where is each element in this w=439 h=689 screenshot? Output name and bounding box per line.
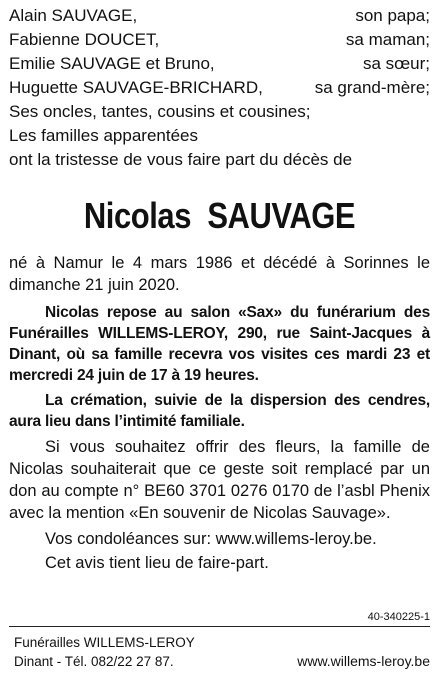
families-line: Les familles apparentées — [9, 126, 199, 145]
reference-number: 40-340225-1 — [367, 611, 430, 623]
deceased-name: Nicolas SAUVAGE — [83, 195, 356, 236]
family-member-relation: son papa; — [355, 6, 430, 25]
family-member-relation: sa maman; — [345, 30, 430, 49]
flowers-paragraph: Si vous souhaitez offrir des fleurs, la famille de Nicolas souhaiterait que ce geste soit remplacé par un don au compte n° BE60 3701 0276 0170 de l’asbl Phenix avec la mention «En souvenir de Nicolas Sauvage». — [9, 438, 430, 522]
condolences-paragraph: Vos condoléances sur: www.willems-leroy.be. — [45, 530, 377, 548]
footer — [14, 633, 430, 671]
birth-death-statement: né à Namur le 4 mars 1986 et décédé à Sorinnes le dimanche 21 juin 2020. — [9, 254, 430, 294]
family-row — [9, 4, 430, 28]
footer-address: Dinant - Tél. 082/22 27 87. — [14, 654, 174, 669]
family-member-relation: sa sœur; — [362, 54, 430, 73]
sorrow-line: ont la tristesse de vous faire part du décès de — [9, 150, 353, 169]
family-row — [9, 28, 430, 52]
family-member-name: Alain SAUVAGE, — [9, 6, 138, 25]
family-member-relation: sa grand-mère; — [314, 78, 430, 97]
family-member-name: Huguette SAUVAGE-BRICHARD, — [9, 78, 263, 97]
family-member-name: Fabienne DOUCET, — [9, 30, 160, 49]
footer-company: Funérailles WILLEMS-LEROY — [14, 635, 195, 650]
family-row — [9, 76, 430, 100]
family-list — [9, 4, 430, 100]
footer-divider — [9, 626, 430, 627]
family-member-name: Emilie SAUVAGE et Bruno, — [9, 54, 215, 73]
cremation-paragraph: La crémation, suivie de la dispersion des cendres, aura lieu dans l’intimité familiale. — [9, 392, 430, 430]
family-row — [9, 52, 430, 76]
repose-paragraph: Nicolas repose au salon «Sax» du funérarium des Funérailles WILLEMS-LEROY, 290, rue Saint-Jacques à Dinant, où sa famille recevra vos visites ces mardi 23 et mercredi 24 juin de 17 à 19 heures. — [9, 304, 430, 384]
footer-website: www.willems-leroy.be — [297, 653, 430, 669]
notice-paragraph: Cet avis tient lieu de faire-part. — [45, 554, 269, 572]
footer-contact-row — [14, 652, 430, 671]
relatives-line: Ses oncles, tantes, cousins et cousines; — [9, 102, 311, 121]
